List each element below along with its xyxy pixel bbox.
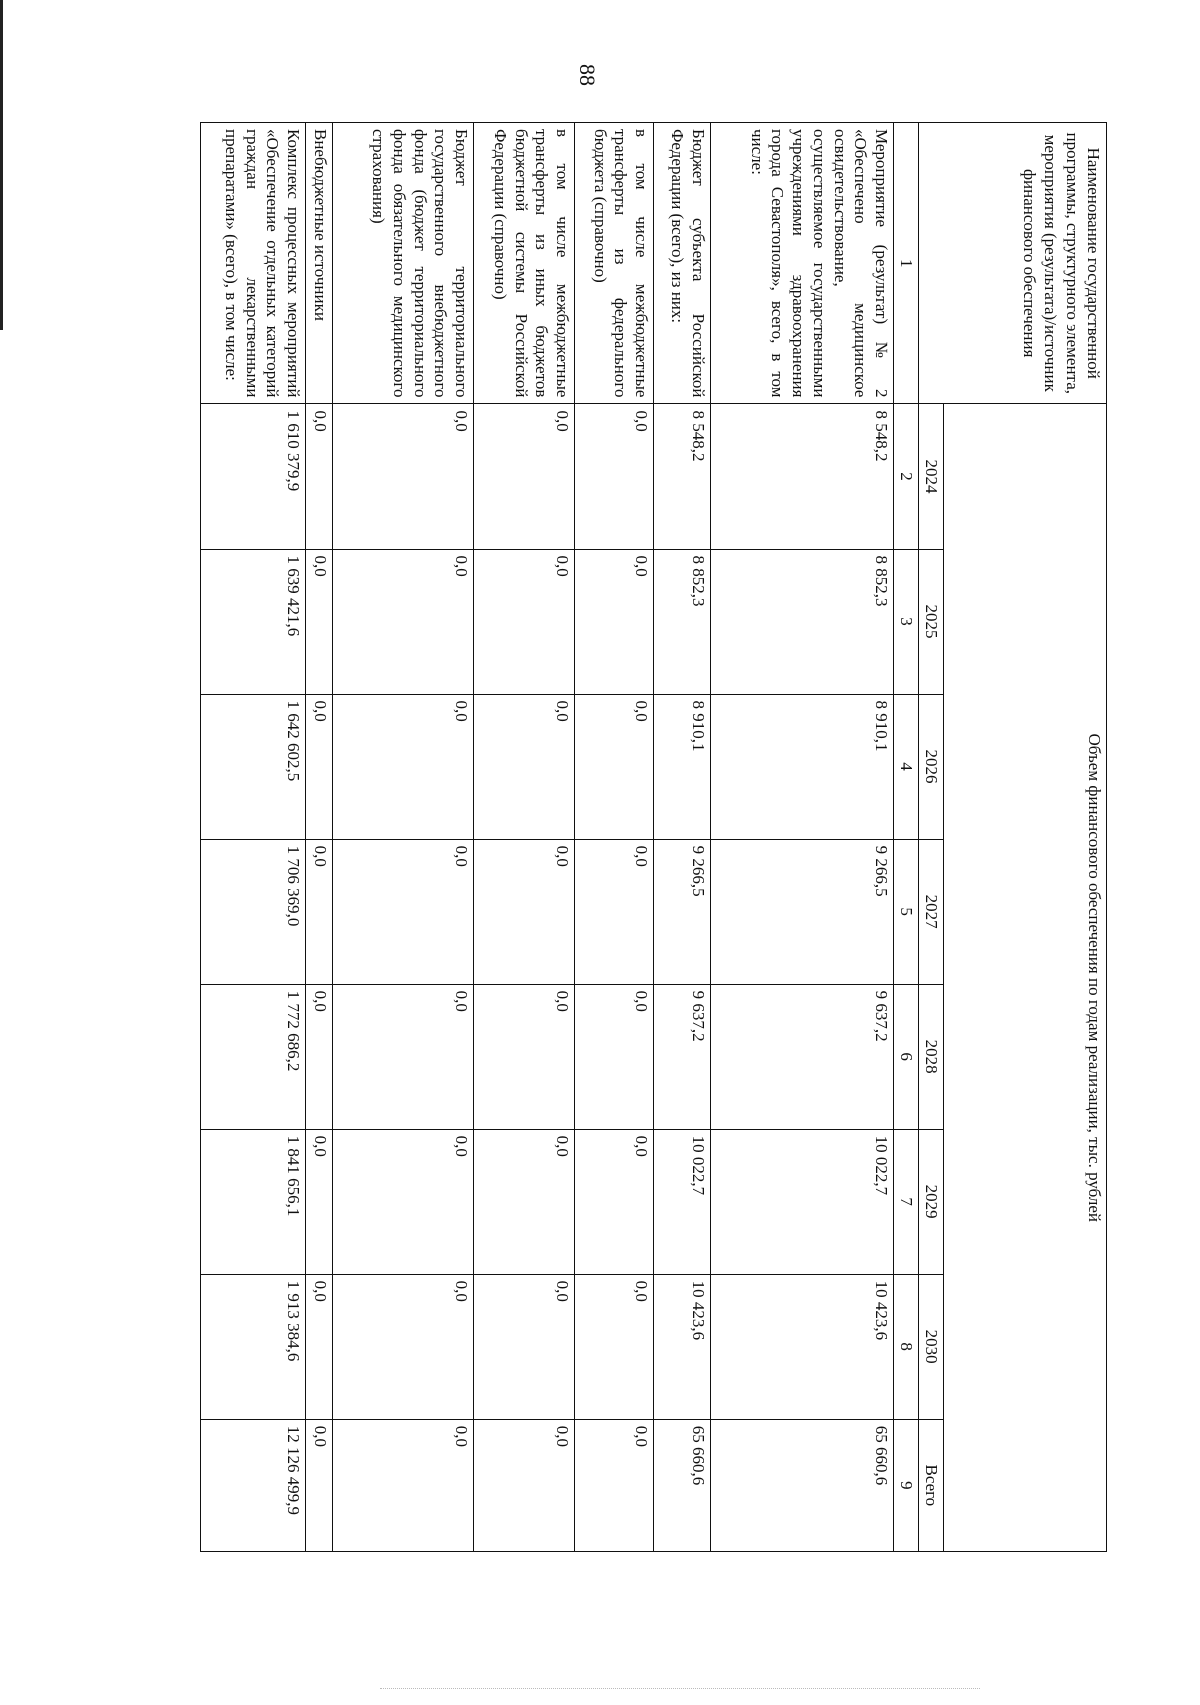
cell-value: 0,0 <box>474 404 575 549</box>
cell-value: 0,0 <box>474 694 575 839</box>
rotated-table-canvas <box>172 122 1107 1552</box>
cell-value: 0,0 <box>333 1129 474 1274</box>
column-number: 1 <box>894 123 919 404</box>
row-label: в том числе межбюджетные трансферты из федерального бюджета (справочно) <box>575 123 654 404</box>
column-number: 4 <box>894 694 919 839</box>
cell-value: 1 610 379,9 <box>201 404 306 549</box>
cell-value: 0,0 <box>575 1274 654 1419</box>
cell-value: 1 913 384,6 <box>201 1274 306 1419</box>
column-number: 6 <box>894 984 919 1129</box>
year-header: 2025 <box>919 549 944 694</box>
table-row <box>201 123 306 1552</box>
financing-volume-header: Объем финансового обеспечения по годам реализации, тыс. рублей <box>944 404 1107 1552</box>
cell-value: 9 637,2 <box>654 984 711 1129</box>
cell-value: 0,0 <box>306 549 333 694</box>
column-number: 9 <box>894 1419 919 1551</box>
cell-value: 10 423,6 <box>654 1274 711 1419</box>
year-header: 2030 <box>919 1274 944 1419</box>
cell-value: 10 423,6 <box>711 1274 894 1419</box>
column-number: 8 <box>894 1274 919 1419</box>
cell-value: 0,0 <box>474 1419 575 1551</box>
column-number: 7 <box>894 1129 919 1274</box>
cell-value: 0,0 <box>575 839 654 984</box>
cell-value: 0,0 <box>474 839 575 984</box>
column-number: 2 <box>894 404 919 549</box>
scan-artifact-line <box>380 1688 980 1691</box>
table-row <box>654 123 711 1552</box>
cell-value: 0,0 <box>306 839 333 984</box>
table-row <box>474 123 575 1552</box>
cell-value: 1 639 421,6 <box>201 549 306 694</box>
table-row <box>306 123 333 1552</box>
row-label: в том числе межбюджетные трансферты из иных бюджетов бюджетной системы Российской Федерации (справочно) <box>474 123 575 404</box>
cell-value: 0,0 <box>575 404 654 549</box>
cell-value: 0,0 <box>333 694 474 839</box>
total-header: Всего <box>919 1419 944 1551</box>
cell-value: 9 266,5 <box>654 839 711 984</box>
cell-value: 9 266,5 <box>711 839 894 984</box>
cell-value: 8 548,2 <box>654 404 711 549</box>
year-header: 2027 <box>919 839 944 984</box>
cell-value: 0,0 <box>306 1274 333 1419</box>
cell-value: 0,0 <box>306 694 333 839</box>
cell-value: 0,0 <box>306 1419 333 1551</box>
table-row <box>575 123 654 1552</box>
row-label: Внебюджетные источники <box>306 123 333 404</box>
cell-value: 0,0 <box>575 549 654 694</box>
page-number: 88 <box>575 64 600 86</box>
cell-value: 8 910,1 <box>654 694 711 839</box>
cell-value: 0,0 <box>333 1274 474 1419</box>
table-row <box>711 123 894 1552</box>
cell-value: 1 841 656,1 <box>201 1129 306 1274</box>
name-column-header: Наименование государственной программы, структурного элемента, мероприятия (результата)/источник финансового обеспечения <box>919 123 1107 404</box>
column-number: 5 <box>894 839 919 984</box>
cell-value: 0,0 <box>474 1274 575 1419</box>
financing-table <box>200 122 1107 1552</box>
cell-value: 65 660,6 <box>654 1419 711 1551</box>
cell-value: 0,0 <box>474 984 575 1129</box>
cell-value: 0,0 <box>333 984 474 1129</box>
cell-value: 8 852,3 <box>654 549 711 694</box>
cell-value: 8 910,1 <box>711 694 894 839</box>
column-number-row <box>894 123 919 1552</box>
cell-value: 0,0 <box>575 1419 654 1551</box>
cell-value: 8 548,2 <box>711 404 894 549</box>
table-row <box>333 123 474 1552</box>
cell-value: 0,0 <box>333 839 474 984</box>
cell-value: 0,0 <box>306 984 333 1129</box>
cell-value: 0,0 <box>575 694 654 839</box>
column-number: 3 <box>894 549 919 694</box>
row-label: Комплекс процессных мероприятий «Обеспечение отдельных категорий граждан лекарственными препаратами» (всего), в том числе: <box>201 123 306 404</box>
year-header: 2028 <box>919 984 944 1129</box>
cell-value: 0,0 <box>575 1129 654 1274</box>
row-label: Бюджет территориального государственного внебюджетного фонда (бюджет территориального фонда обязательного медицинского страхования) <box>333 123 474 404</box>
cell-value: 0,0 <box>474 549 575 694</box>
rotated-table-wrapper <box>172 122 1107 1552</box>
cell-value: 0,0 <box>333 1419 474 1551</box>
binding-mark <box>0 0 3 330</box>
cell-value: 10 022,7 <box>654 1129 711 1274</box>
cell-value: 1 642 602,5 <box>201 694 306 839</box>
cell-value: 10 022,7 <box>711 1129 894 1274</box>
cell-value: 0,0 <box>474 1129 575 1274</box>
year-header: 2024 <box>919 404 944 549</box>
cell-value: 0,0 <box>306 1129 333 1274</box>
cell-value: 65 660,6 <box>711 1419 894 1551</box>
cell-value: 0,0 <box>333 404 474 549</box>
cell-value: 0,0 <box>333 549 474 694</box>
header-row-group <box>944 123 1107 1552</box>
row-label: Бюджет субъекта Российской Федерации (всего), из них: <box>654 123 711 404</box>
cell-value: 8 852,3 <box>711 549 894 694</box>
cell-value: 0,0 <box>306 404 333 549</box>
cell-value: 1 772 686,2 <box>201 984 306 1129</box>
cell-value: 12 126 499,9 <box>201 1419 306 1551</box>
cell-value: 1 706 369,0 <box>201 839 306 984</box>
cell-value: 0,0 <box>575 984 654 1129</box>
year-header: 2029 <box>919 1129 944 1274</box>
cell-value: 9 637,2 <box>711 984 894 1129</box>
year-header: 2026 <box>919 694 944 839</box>
row-label: Мероприятие (результат) № 2 «Обеспечено медицинское освидетельствование, осуществляемое государственными учреждениями здравоохранения города Севастополя», всего, в том числе: <box>711 123 894 404</box>
